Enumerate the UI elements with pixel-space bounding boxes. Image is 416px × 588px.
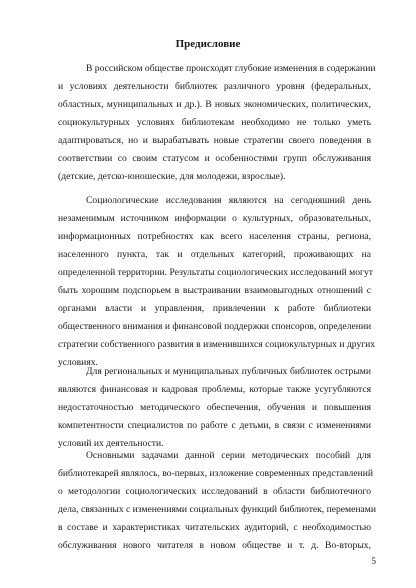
text-line: определенной территории. Результаты социологических исследований могут xyxy=(58,267,373,278)
text-line: социокультурных условиях библиотекам необходимо не только уметь xyxy=(58,117,371,128)
text-line: органами власти и управления, привлечении к работе библиотеки xyxy=(58,303,371,314)
text-line: Социологические исследования являются на сегодняшний день xyxy=(86,195,371,206)
text-line: Основными задачами данной серии методических пособий для xyxy=(86,450,371,461)
text-line: недостаточностью методического обеспечения, обучения и повышения xyxy=(58,402,371,413)
text-line: незаменимым источником информации о культурных, образовательных, xyxy=(58,213,371,224)
text-line: быть хорошим подспорьем в выстраивании взаимовыгодных отношений с xyxy=(58,285,371,296)
text-line: условиях. xyxy=(58,357,98,368)
text-line: компетентности специалистов по работе с детьми, в связи с изменениями xyxy=(58,420,371,431)
text-line: В российском обществе происходят глубокие изменения в содержании xyxy=(86,63,376,74)
text-line: областных, муниципальных и др.). В новых экономических, политических, xyxy=(58,99,371,110)
text-line: Для региональных и муниципальных публичных библиотек острыми xyxy=(86,366,371,377)
text-line: дела, связанных с изменениями социальных функций библиотек, переменами xyxy=(58,504,376,515)
text-line: условий их деятельности. xyxy=(58,438,164,449)
text-line: общественного внимания и финансовой поддержки спонсоров, определении xyxy=(58,321,372,332)
text-line: обслуживания нового читателя в новом обществе и т. д. Во-вторых, xyxy=(58,540,371,551)
text-line: о методологии социологических исследований в области библиотечного xyxy=(58,486,371,497)
text-line: соответствии со своим статусом и особенностями групп обслуживания xyxy=(58,153,371,164)
text-line: (детские, детско-юношеские, для молодежи, взрослые). xyxy=(58,171,286,182)
text-line: адаптироваться, но и вырабатывать новые стратегии своего поведения в xyxy=(58,135,371,146)
page-number: 5 xyxy=(371,556,376,566)
text-line: библиотекарей являлось, во-первых, изложение современных представлений xyxy=(58,468,374,479)
page-title: Предисловие xyxy=(175,38,241,50)
text-line: в составе и характеристиках читательских аудиторий, с необходимостью xyxy=(58,522,371,533)
text-line: информационных потребностях как всего населения страны, региона, xyxy=(58,231,371,242)
text-line: населенного пункта, так и отдельных категорий, проживающих на xyxy=(58,249,371,260)
text-line: стратегии собственного развития в изменившихся социокультурных и других xyxy=(58,339,376,350)
text-line: и условиях деятельности библиотек различного уровня (федеральных, xyxy=(58,81,371,92)
text-line: являются финансовая и кадровая проблемы, которые также усугубляются xyxy=(58,384,371,395)
